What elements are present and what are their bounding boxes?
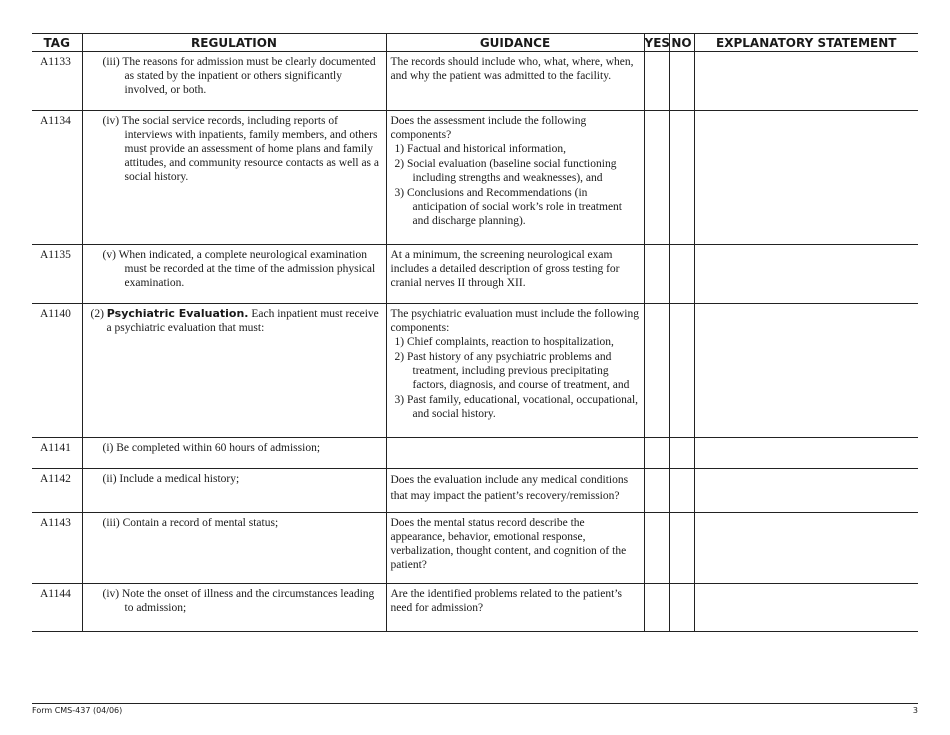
list-item: 2) Past history of any psychiatric problems and treatment, including previous precipitating factors, diagnosis, and course of treatment, and: [394, 351, 630, 391]
regulation-table: [32, 33, 918, 632]
explanatory-field[interactable]: [694, 245, 918, 304]
regulation-heading: Psychiatric Evaluation.: [106, 307, 249, 320]
table-row: [32, 304, 918, 438]
header-tag: TAG: [32, 34, 82, 52]
header-yes: YES: [644, 35, 671, 50]
table-row: [32, 52, 918, 111]
no-checkbox[interactable]: [669, 304, 694, 438]
guidance-cell: The records should include who, what, where, when, and why the patient was admitted to the facility.: [386, 52, 644, 111]
guidance-cell: [386, 111, 644, 245]
yes-checkbox[interactable]: [644, 438, 669, 469]
table-row: [32, 584, 918, 632]
no-checkbox[interactable]: [669, 438, 694, 469]
explanatory-field[interactable]: [694, 469, 918, 513]
list-item: 3) Past family, educational, vocational, occupational, and social history.: [394, 394, 639, 420]
list-item: 2) Social evaluation (baseline social functioning including strengths and weaknesses), and: [394, 158, 617, 184]
yes-checkbox[interactable]: [644, 111, 669, 245]
tag-cell: A1140: [32, 304, 82, 438]
regulation-cell: [82, 245, 386, 304]
guidance-list: [391, 142, 640, 228]
guidance-intro: Does the assessment include the following components?: [390, 115, 587, 141]
yes-checkbox[interactable]: [644, 469, 669, 513]
regulation-text: (i) Be completed within 60 hours of admission;: [102, 442, 321, 454]
regulation-text: (v) When indicated, a complete neurological examination must be recorded at the time of the admission physical examination.: [102, 249, 376, 289]
regulation-text: (ii) Include a medical history;: [102, 473, 240, 485]
explanatory-field[interactable]: [694, 304, 918, 438]
regulation-cell: [82, 438, 386, 469]
regulation-text: [91, 307, 382, 335]
no-checkbox[interactable]: [669, 469, 694, 513]
yes-checkbox[interactable]: [644, 304, 669, 438]
no-checkbox[interactable]: [669, 111, 694, 245]
guidance-cell: Are the identified problems related to the patient’s need for admission?: [386, 584, 644, 632]
regulation-body: Each inpatient must receive a psychiatric evaluation that must:: [106, 308, 379, 334]
guidance-cell: [386, 438, 644, 469]
guidance-intro: The psychiatric evaluation must include the following components:: [390, 308, 639, 334]
guidance-cell: Does the evaluation include any medical conditions that may impact the patient’s recovery/remission?: [386, 469, 644, 513]
table-row: [32, 245, 918, 304]
page-number: 3: [912, 706, 918, 715]
guidance-list: [391, 335, 640, 421]
tag-cell: A1134: [32, 111, 82, 245]
explanatory-field[interactable]: [694, 584, 918, 632]
table-row: [32, 469, 918, 513]
explanatory-field[interactable]: [694, 52, 918, 111]
yes-checkbox[interactable]: [644, 52, 669, 111]
yes-checkbox[interactable]: [644, 513, 669, 584]
list-item: 3) Conclusions and Recommendations (in anticipation of social work’s role in treatment and discharge planning).: [394, 187, 622, 227]
guidance-cell: Does the mental status record describe the appearance, behavior, emotional response, verbalization, thought content, and cognition of the patient?: [386, 513, 644, 584]
table-row: [32, 111, 918, 245]
no-checkbox[interactable]: [669, 245, 694, 304]
header-regulation: REGULATION: [82, 34, 386, 52]
regulation-text: (iv) Note the onset of illness and the circumstances leading to admission;: [102, 588, 375, 614]
tag-cell: A1144: [32, 584, 82, 632]
survey-form: [32, 33, 918, 632]
regulation-cell: [82, 469, 386, 513]
no-checkbox[interactable]: [669, 584, 694, 632]
form-number: Form CMS-437 (04/06): [32, 706, 123, 715]
regulation-text: (iii) Contain a record of mental status;: [102, 517, 279, 529]
explanatory-field[interactable]: [694, 111, 918, 245]
regulation-text: (iii) The reasons for admission must be clearly documented as stated by the inpatient or others significantly involved, or both.: [102, 56, 376, 96]
regulation-text: (iv) The social service records, including reports of interviews with inpatients, family members, and others must provide an assessment of home plans and family attitudes, and community resource contacts as well as a social history.: [102, 115, 380, 183]
tag-cell: A1135: [32, 245, 82, 304]
page-footer: [32, 703, 918, 715]
regulation-cell: [82, 304, 386, 438]
header-row: [32, 34, 918, 52]
tag-cell: A1143: [32, 513, 82, 584]
regulation-cell: [82, 111, 386, 245]
yes-checkbox[interactable]: [644, 584, 669, 632]
regulation-prefix: (2): [90, 308, 104, 320]
tag-cell: A1133: [32, 52, 82, 111]
yes-checkbox[interactable]: [644, 245, 669, 304]
no-checkbox[interactable]: [669, 52, 694, 111]
tag-cell: A1142: [32, 469, 82, 513]
list-item: 1) Chief complaints, reaction to hospitalization,: [394, 336, 614, 348]
regulation-cell: [82, 52, 386, 111]
tag-cell: A1141: [32, 438, 82, 469]
header-guidance: GUIDANCE: [386, 34, 644, 52]
explanatory-field[interactable]: [694, 513, 918, 584]
no-checkbox[interactable]: [669, 513, 694, 584]
table-row: [32, 513, 918, 584]
list-item: 1) Factual and historical information,: [394, 143, 566, 155]
table-row: [32, 438, 918, 469]
regulation-cell: [82, 584, 386, 632]
header-explanatory: EXPLANATORY STATEMENT: [694, 34, 918, 52]
header-no: NO: [669, 34, 694, 52]
guidance-cell: [386, 304, 644, 438]
regulation-cell: [82, 513, 386, 584]
explanatory-field[interactable]: [694, 438, 918, 469]
guidance-cell: At a minimum, the screening neurological exam includes a detailed description of gross testing for cranial nerves II through XII.: [386, 245, 644, 304]
